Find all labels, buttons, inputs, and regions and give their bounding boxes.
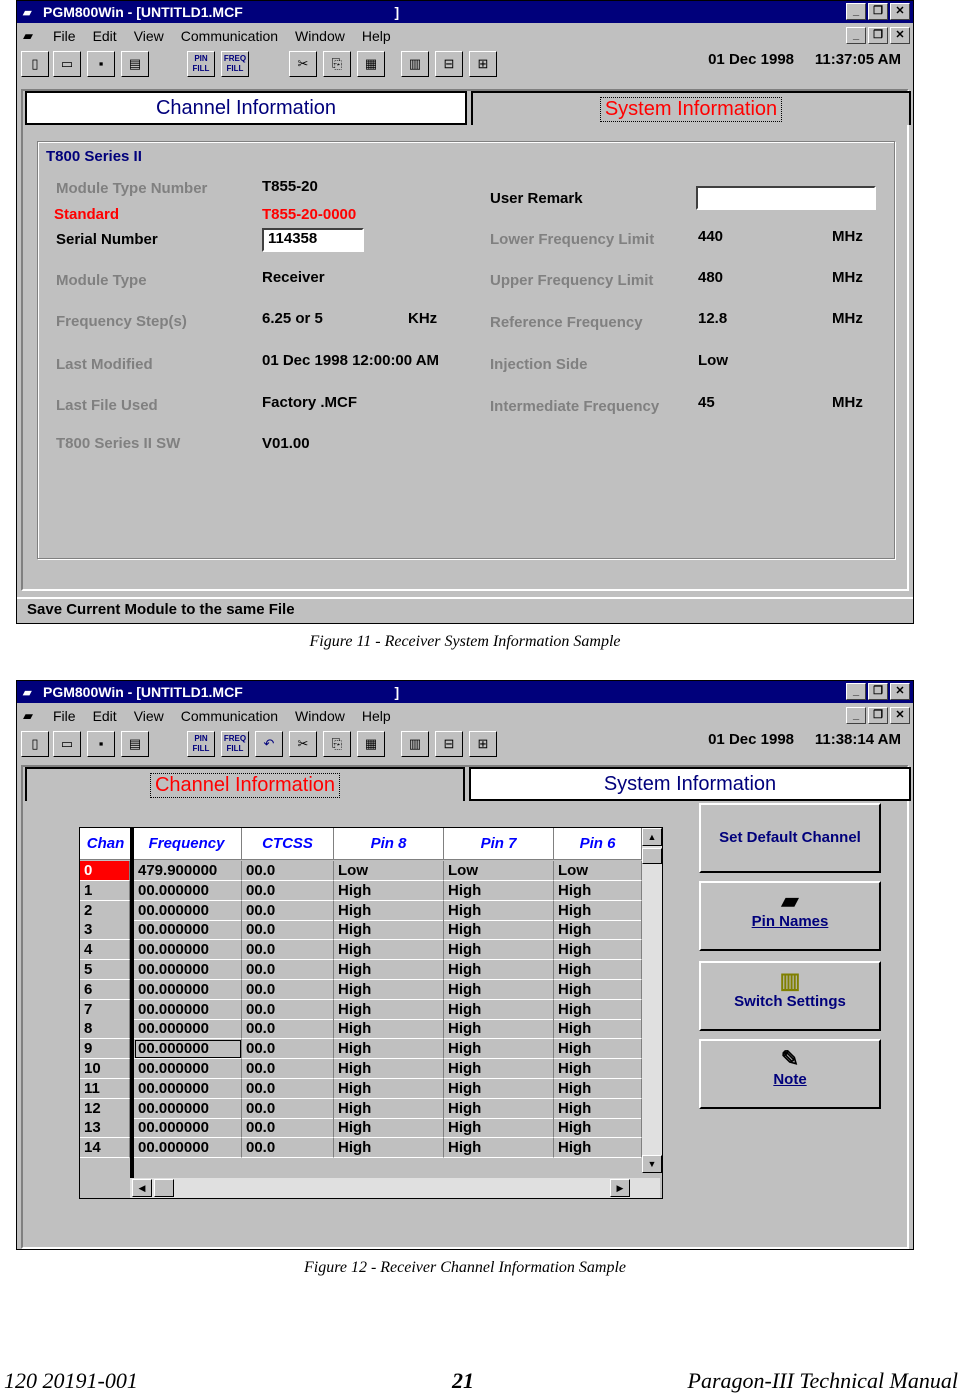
cell-pin7[interactable]: High xyxy=(444,1118,554,1138)
reference-frequency-value: 12.8 xyxy=(698,310,728,327)
freq-fill-icon[interactable]: FREQ FILL xyxy=(221,51,249,77)
cell-chan[interactable]: 3 xyxy=(80,920,130,940)
copy-icon[interactable]: ⎘ xyxy=(323,51,351,77)
cell-frequency[interactable]: 00.000000 xyxy=(134,1079,242,1099)
freq-fill-icon[interactable]: FREQ FILL xyxy=(221,731,249,757)
cell-ctcss[interactable]: 00.0 xyxy=(242,901,334,921)
toolbar xyxy=(17,727,913,761)
restore-button[interactable]: ❐ xyxy=(868,3,888,20)
serial-number-label: Serial Number xyxy=(56,231,158,248)
switch-settings-label: Switch Settings xyxy=(734,993,846,1010)
cell-ctcss[interactable]: 00.0 xyxy=(242,881,334,901)
scroll-down-icon[interactable]: ▼ xyxy=(642,1155,662,1173)
open-folder-icon[interactable]: ▭ xyxy=(53,51,81,77)
sw-label: T800 Series II SW xyxy=(56,435,181,452)
cut-icon[interactable]: ✂ xyxy=(289,731,317,757)
open-folder-icon[interactable]: ▭ xyxy=(53,731,81,757)
menu-window[interactable]: Window xyxy=(295,708,345,724)
save-disk-icon[interactable]: ▪ xyxy=(87,51,115,77)
cell-pin6[interactable]: High xyxy=(554,1138,642,1158)
time: 11:38:14 AM xyxy=(814,731,901,748)
window-system-info xyxy=(16,0,914,624)
cell-frequency[interactable]: 00.000000 xyxy=(134,1118,242,1138)
cell-frequency[interactable]: 00.000000 xyxy=(134,940,242,960)
window-title: PGM800Win - [UNTITLD1.MCF ] xyxy=(43,684,400,700)
footer-manual-title: Paragon-III Technical Manual xyxy=(687,1368,958,1393)
cell-ctcss[interactable]: 00.0 xyxy=(242,940,334,960)
cell-frequency[interactable]: 479.900000 xyxy=(134,861,242,881)
cell-pin7[interactable]: High xyxy=(444,881,554,901)
upper-frequency-label: Upper Frequency Limit xyxy=(490,272,654,289)
cell-pin6[interactable]: High xyxy=(554,980,642,1000)
module-icon[interactable]: ▥ xyxy=(401,51,429,77)
cell-chan[interactable]: 0 xyxy=(80,861,130,881)
hscroll-thumb[interactable] xyxy=(154,1179,174,1197)
pin-fill-icon[interactable]: PIN FILL xyxy=(187,731,215,757)
tab-channel-information[interactable] xyxy=(25,91,467,125)
cell-pin6[interactable]: High xyxy=(554,940,642,960)
reference-frequency-unit: MHz xyxy=(832,310,863,327)
new-file-icon[interactable]: ▯ xyxy=(21,731,49,757)
cell-pin7[interactable]: High xyxy=(444,1000,554,1020)
module-type-number-value: T855-20 xyxy=(262,178,318,195)
switch-settings-button[interactable] xyxy=(699,961,881,1031)
menu-help[interactable]: Help xyxy=(361,708,391,724)
upper-frequency-value: 480 xyxy=(698,269,724,286)
cell-pin6[interactable]: High xyxy=(554,881,642,901)
menu-help[interactable]: Help xyxy=(361,28,391,44)
cell-pin6[interactable]: High xyxy=(554,1019,642,1039)
cell-frequency[interactable]: 00.000000 xyxy=(134,1099,242,1119)
cell-pin7[interactable]: High xyxy=(444,980,554,1000)
table-row[interactable] xyxy=(80,901,642,921)
lower-frequency-value: 440 xyxy=(698,228,724,245)
cell-pin7[interactable]: High xyxy=(444,960,554,980)
table-row[interactable] xyxy=(80,940,642,960)
time: 11:37:05 AM xyxy=(814,51,901,68)
tab-system-label: System Information xyxy=(600,97,782,122)
user-remark-label: User Remark xyxy=(490,190,583,207)
table-row[interactable] xyxy=(80,1059,642,1079)
tab-system-information[interactable] xyxy=(469,767,911,801)
cell-pin8[interactable]: High xyxy=(334,881,444,901)
doc-restore-button[interactable]: ❐ xyxy=(868,27,888,44)
cell-pin7[interactable]: High xyxy=(444,1138,554,1158)
write-module-icon[interactable]: ⊞ xyxy=(469,731,497,757)
cell-chan[interactable]: 2 xyxy=(80,901,130,921)
cell-ctcss[interactable]: 00.0 xyxy=(242,960,334,980)
cell-pin8[interactable]: High xyxy=(334,920,444,940)
restore-button[interactable]: ❐ xyxy=(868,683,888,700)
footer-page-number: 21 xyxy=(452,1368,474,1393)
cell-chan[interactable]: 12 xyxy=(80,1099,130,1119)
cell-chan[interactable]: 8 xyxy=(80,1019,130,1039)
toolbar xyxy=(17,47,913,81)
module-type-label: Module Type xyxy=(56,272,147,289)
note-label: Note xyxy=(773,1071,807,1088)
cell-chan[interactable]: 14 xyxy=(80,1138,130,1158)
cell-frequency[interactable]: 00.000000 xyxy=(134,920,242,940)
header-ctcss[interactable]: CTCSS xyxy=(242,828,334,860)
undo-icon[interactable]: ↶ xyxy=(255,731,283,757)
note-button[interactable] xyxy=(699,1039,881,1109)
menu-edit[interactable]: Edit xyxy=(92,708,117,724)
scroll-right-icon[interactable]: ▶ xyxy=(610,1179,630,1197)
cell-frequency[interactable]: 00.000000 xyxy=(134,1059,242,1079)
cell-ctcss[interactable]: 00.0 xyxy=(242,1039,334,1059)
cell-pin6[interactable]: High xyxy=(554,1079,642,1099)
cell-frequency[interactable]: 00.000000 xyxy=(134,1039,242,1059)
cell-pin7[interactable]: Low xyxy=(444,861,554,881)
pin-names-button[interactable] xyxy=(699,881,881,951)
document-icon[interactable]: ▰ xyxy=(23,708,33,723)
cell-pin8[interactable]: High xyxy=(334,1019,444,1039)
group-title: T800 Series II xyxy=(46,148,142,165)
intermediate-frequency-label: Intermediate Frequency xyxy=(490,398,660,415)
table-row[interactable] xyxy=(80,1000,642,1020)
cell-pin7[interactable]: High xyxy=(444,1039,554,1059)
close-button[interactable]: ✕ xyxy=(890,683,910,700)
frequency-step-unit: KHz xyxy=(408,310,438,327)
cell-pin8[interactable]: High xyxy=(334,960,444,980)
set-default-channel-label: Set Default Channel xyxy=(719,829,861,846)
write-module-icon[interactable]: ⊞ xyxy=(469,51,497,77)
set-default-channel-button[interactable] xyxy=(699,803,881,873)
footer-doc-number: 120 20191-001 xyxy=(4,1368,138,1393)
injection-side-value: Low xyxy=(698,352,728,369)
module-type-number-label: Module Type Number xyxy=(56,180,208,197)
cell-frequency[interactable]: 00.000000 xyxy=(134,901,242,921)
scroll-thumb[interactable] xyxy=(642,848,662,864)
header-chan[interactable]: Chan xyxy=(80,828,132,860)
date: 01 Dec 1998 xyxy=(708,731,794,748)
reference-frequency-label: Reference Frequency xyxy=(490,314,643,331)
cell-chan[interactable]: 10 xyxy=(80,1059,130,1079)
cell-chan[interactable]: 5 xyxy=(80,960,130,980)
standard-value: T855-20-0000 xyxy=(262,206,357,223)
cell-pin8[interactable]: High xyxy=(334,1000,444,1020)
cell-chan[interactable]: 1 xyxy=(80,881,130,901)
standard-label: Standard xyxy=(54,206,120,223)
read-module-icon[interactable]: ⊟ xyxy=(435,731,463,757)
sw-value: V01.00 xyxy=(262,435,310,452)
table-row[interactable] xyxy=(80,1039,642,1059)
date-time xyxy=(708,51,901,68)
tab-channel-label: Channel Information xyxy=(150,773,340,798)
cell-ctcss[interactable]: 00.0 xyxy=(242,1019,334,1039)
cell-pin6[interactable]: High xyxy=(554,1000,642,1020)
menu-file[interactable]: File xyxy=(53,28,76,44)
intermediate-frequency-value: 45 xyxy=(698,394,715,411)
last-file-label: Last File Used xyxy=(56,397,158,414)
table-row[interactable] xyxy=(80,1099,642,1119)
menu-bar xyxy=(17,23,913,47)
print-icon[interactable]: ▤ xyxy=(121,731,149,757)
serial-number-field[interactable]: 114358 xyxy=(262,228,364,252)
lower-frequency-unit: MHz xyxy=(832,228,863,245)
menu-communication[interactable]: Communication xyxy=(180,708,279,724)
document-icon[interactable]: ▰ xyxy=(23,28,33,43)
frozen-column-divider xyxy=(130,828,134,1196)
scroll-left-icon[interactable]: ◀ xyxy=(132,1179,152,1197)
doc-minimize-button[interactable]: _ xyxy=(846,27,866,44)
menu-view[interactable]: View xyxy=(133,708,164,724)
notepad-pencil-icon: ✎ xyxy=(780,1046,800,1071)
cell-chan[interactable]: 6 xyxy=(80,980,130,1000)
cell-ctcss[interactable]: 00.0 xyxy=(242,1000,334,1020)
cell-pin8[interactable]: High xyxy=(334,1039,444,1059)
cell-frequency[interactable]: 00.000000 xyxy=(134,1138,242,1158)
cell-frequency[interactable]: 00.000000 xyxy=(134,881,242,901)
frequency-step-label: Frequency Step(s) xyxy=(56,313,187,330)
cell-pin8[interactable]: Low xyxy=(334,861,444,881)
cell-frequency[interactable]: 00.000000 xyxy=(134,960,242,980)
module-icon[interactable]: ▥ xyxy=(401,731,429,757)
header-pin6[interactable]: Pin 6 xyxy=(554,828,642,860)
new-file-icon[interactable]: ▯ xyxy=(21,51,49,77)
cell-pin6[interactable]: High xyxy=(554,1059,642,1079)
cell-pin7[interactable]: High xyxy=(444,901,554,921)
channel-grid[interactable] xyxy=(79,827,663,1199)
menu-edit[interactable]: Edit xyxy=(92,28,117,44)
cell-pin6[interactable]: High xyxy=(554,1099,642,1119)
date-time xyxy=(708,731,901,748)
cell-pin8[interactable]: High xyxy=(334,980,444,1000)
lower-frequency-label: Lower Frequency Limit xyxy=(490,231,655,248)
injection-side-label: Injection Side xyxy=(490,356,588,373)
read-module-icon[interactable]: ⊟ xyxy=(435,51,463,77)
dip-switch-icon: ▥ xyxy=(779,968,801,993)
cell-chan[interactable]: 11 xyxy=(80,1079,130,1099)
upper-frequency-unit: MHz xyxy=(832,269,863,286)
table-row[interactable] xyxy=(80,960,642,980)
doc-close-button[interactable]: ✕ xyxy=(890,707,910,724)
date: 01 Dec 1998 xyxy=(708,51,794,68)
intermediate-frequency-unit: MHz xyxy=(832,394,863,411)
status-bar xyxy=(17,597,913,623)
cell-pin7[interactable]: High xyxy=(444,1099,554,1119)
menu-window[interactable]: Window xyxy=(295,28,345,44)
menu-file[interactable]: File xyxy=(53,708,76,724)
cell-pin6[interactable]: High xyxy=(554,920,642,940)
cut-icon[interactable]: ✂ xyxy=(289,51,317,77)
cell-chan[interactable]: 4 xyxy=(80,940,130,960)
paste-icon[interactable]: ▦ xyxy=(357,51,385,77)
header-pin7[interactable]: Pin 7 xyxy=(444,828,554,860)
last-modified-value: 01 Dec 1998 12:00:00 AM xyxy=(262,352,440,369)
menu-view[interactable]: View xyxy=(133,28,164,44)
menu-bar xyxy=(17,703,913,727)
scroll-up-icon[interactable]: ▲ xyxy=(642,828,662,846)
cell-pin7[interactable]: High xyxy=(444,1019,554,1039)
cell-pin6[interactable]: High xyxy=(554,960,642,980)
tab-system-label: System Information xyxy=(603,773,777,795)
cell-chan[interactable]: 9 xyxy=(80,1039,130,1059)
cell-ctcss[interactable]: 00.0 xyxy=(242,1118,334,1138)
cell-pin7[interactable]: High xyxy=(444,920,554,940)
cell-frequency[interactable]: 00.000000 xyxy=(134,1000,242,1020)
app-icon[interactable]: ▰ xyxy=(23,687,32,699)
menu-communication[interactable]: Communication xyxy=(180,28,279,44)
cell-pin6[interactable]: Low xyxy=(554,861,642,881)
vertical-scrollbar[interactable] xyxy=(642,828,662,1173)
user-remark-field[interactable] xyxy=(696,186,876,210)
cell-chan[interactable]: 7 xyxy=(80,1000,130,1020)
cell-pin8[interactable]: High xyxy=(334,940,444,960)
pin-names-label: Pin Names xyxy=(751,913,829,930)
module-type-value: Receiver xyxy=(262,269,325,286)
table-row[interactable] xyxy=(80,861,642,881)
table-row[interactable] xyxy=(80,1138,642,1158)
save-disk-icon[interactable]: ▪ xyxy=(87,731,115,757)
cell-pin7[interactable]: High xyxy=(444,1079,554,1099)
cell-pin6[interactable]: High xyxy=(554,1118,642,1138)
cell-ctcss[interactable]: 00.0 xyxy=(242,1099,334,1119)
t800-group xyxy=(37,141,895,559)
cell-pin8[interactable]: High xyxy=(334,1079,444,1099)
figure-12-caption: Figure 12 - Receiver Channel Information Sample xyxy=(304,1259,626,1276)
cell-pin8[interactable]: High xyxy=(334,1099,444,1119)
figure-11-caption: Figure 11 - Receiver System Information Sample xyxy=(309,633,621,650)
table-row[interactable] xyxy=(80,1118,642,1138)
table-row[interactable] xyxy=(80,1079,642,1099)
cell-ctcss[interactable]: 00.0 xyxy=(242,1138,334,1158)
doc-close-button[interactable]: ✕ xyxy=(890,27,910,44)
doc-minimize-button[interactable]: _ xyxy=(846,707,866,724)
cell-pin7[interactable]: High xyxy=(444,1059,554,1079)
status-text: Save Current Module to the same File xyxy=(27,601,295,618)
cell-ctcss[interactable]: 00.0 xyxy=(242,861,334,881)
header-pin8[interactable]: Pin 8 xyxy=(334,828,444,860)
cell-ctcss[interactable]: 00.0 xyxy=(242,920,334,940)
content-panel xyxy=(21,89,909,591)
print-icon[interactable]: ▤ xyxy=(121,51,149,77)
cell-pin8[interactable]: High xyxy=(334,1059,444,1079)
window-channel-info xyxy=(16,680,914,1250)
table-row[interactable] xyxy=(80,920,642,940)
paste-icon[interactable]: ▦ xyxy=(357,731,385,757)
cell-pin7[interactable]: High xyxy=(444,940,554,960)
table-row[interactable] xyxy=(80,881,642,901)
pin-fill-icon[interactable]: PIN FILL xyxy=(187,51,215,77)
cell-frequency[interactable]: 00.000000 xyxy=(134,980,242,1000)
frequency-step-value: 6.25 or 5 xyxy=(262,310,323,327)
app-icon[interactable]: ▰ xyxy=(23,7,32,19)
table-row[interactable] xyxy=(80,1019,642,1039)
cell-pin8[interactable]: High xyxy=(334,1138,444,1158)
minimize-button[interactable]: _ xyxy=(846,3,866,20)
tab-system-information[interactable] xyxy=(471,91,911,125)
content-panel xyxy=(21,765,909,1249)
title-bar xyxy=(17,1,913,23)
tab-channel-information[interactable] xyxy=(25,767,465,801)
cell-chan[interactable]: 13 xyxy=(80,1118,130,1138)
cell-pin6[interactable]: High xyxy=(554,901,642,921)
cell-frequency[interactable]: 00.000000 xyxy=(134,1019,242,1039)
window-title: PGM800Win - [UNTITLD1.MCF ] xyxy=(43,4,400,20)
cell-pin8[interactable]: High xyxy=(334,1118,444,1138)
close-button[interactable]: ✕ xyxy=(890,3,910,20)
cell-pin8[interactable]: High xyxy=(334,901,444,921)
copy-icon[interactable]: ⎘ xyxy=(323,731,351,757)
chip-icon: ▰ xyxy=(781,888,799,913)
table-row[interactable] xyxy=(80,980,642,1000)
tab-channel-label: Channel Information xyxy=(155,97,337,119)
cell-ctcss[interactable]: 00.0 xyxy=(242,1059,334,1079)
cell-pin6[interactable]: High xyxy=(554,1039,642,1059)
cell-ctcss[interactable]: 00.0 xyxy=(242,980,334,1000)
cell-ctcss[interactable]: 00.0 xyxy=(242,1079,334,1099)
minimize-button[interactable]: _ xyxy=(846,683,866,700)
header-frequency[interactable]: Frequency xyxy=(132,828,242,860)
last-modified-label: Last Modified xyxy=(56,356,153,373)
last-file-value: Factory .MCF xyxy=(262,394,358,411)
horizontal-scrollbar[interactable] xyxy=(130,1178,660,1198)
doc-restore-button[interactable]: ❐ xyxy=(868,707,888,724)
title-bar xyxy=(17,681,913,703)
